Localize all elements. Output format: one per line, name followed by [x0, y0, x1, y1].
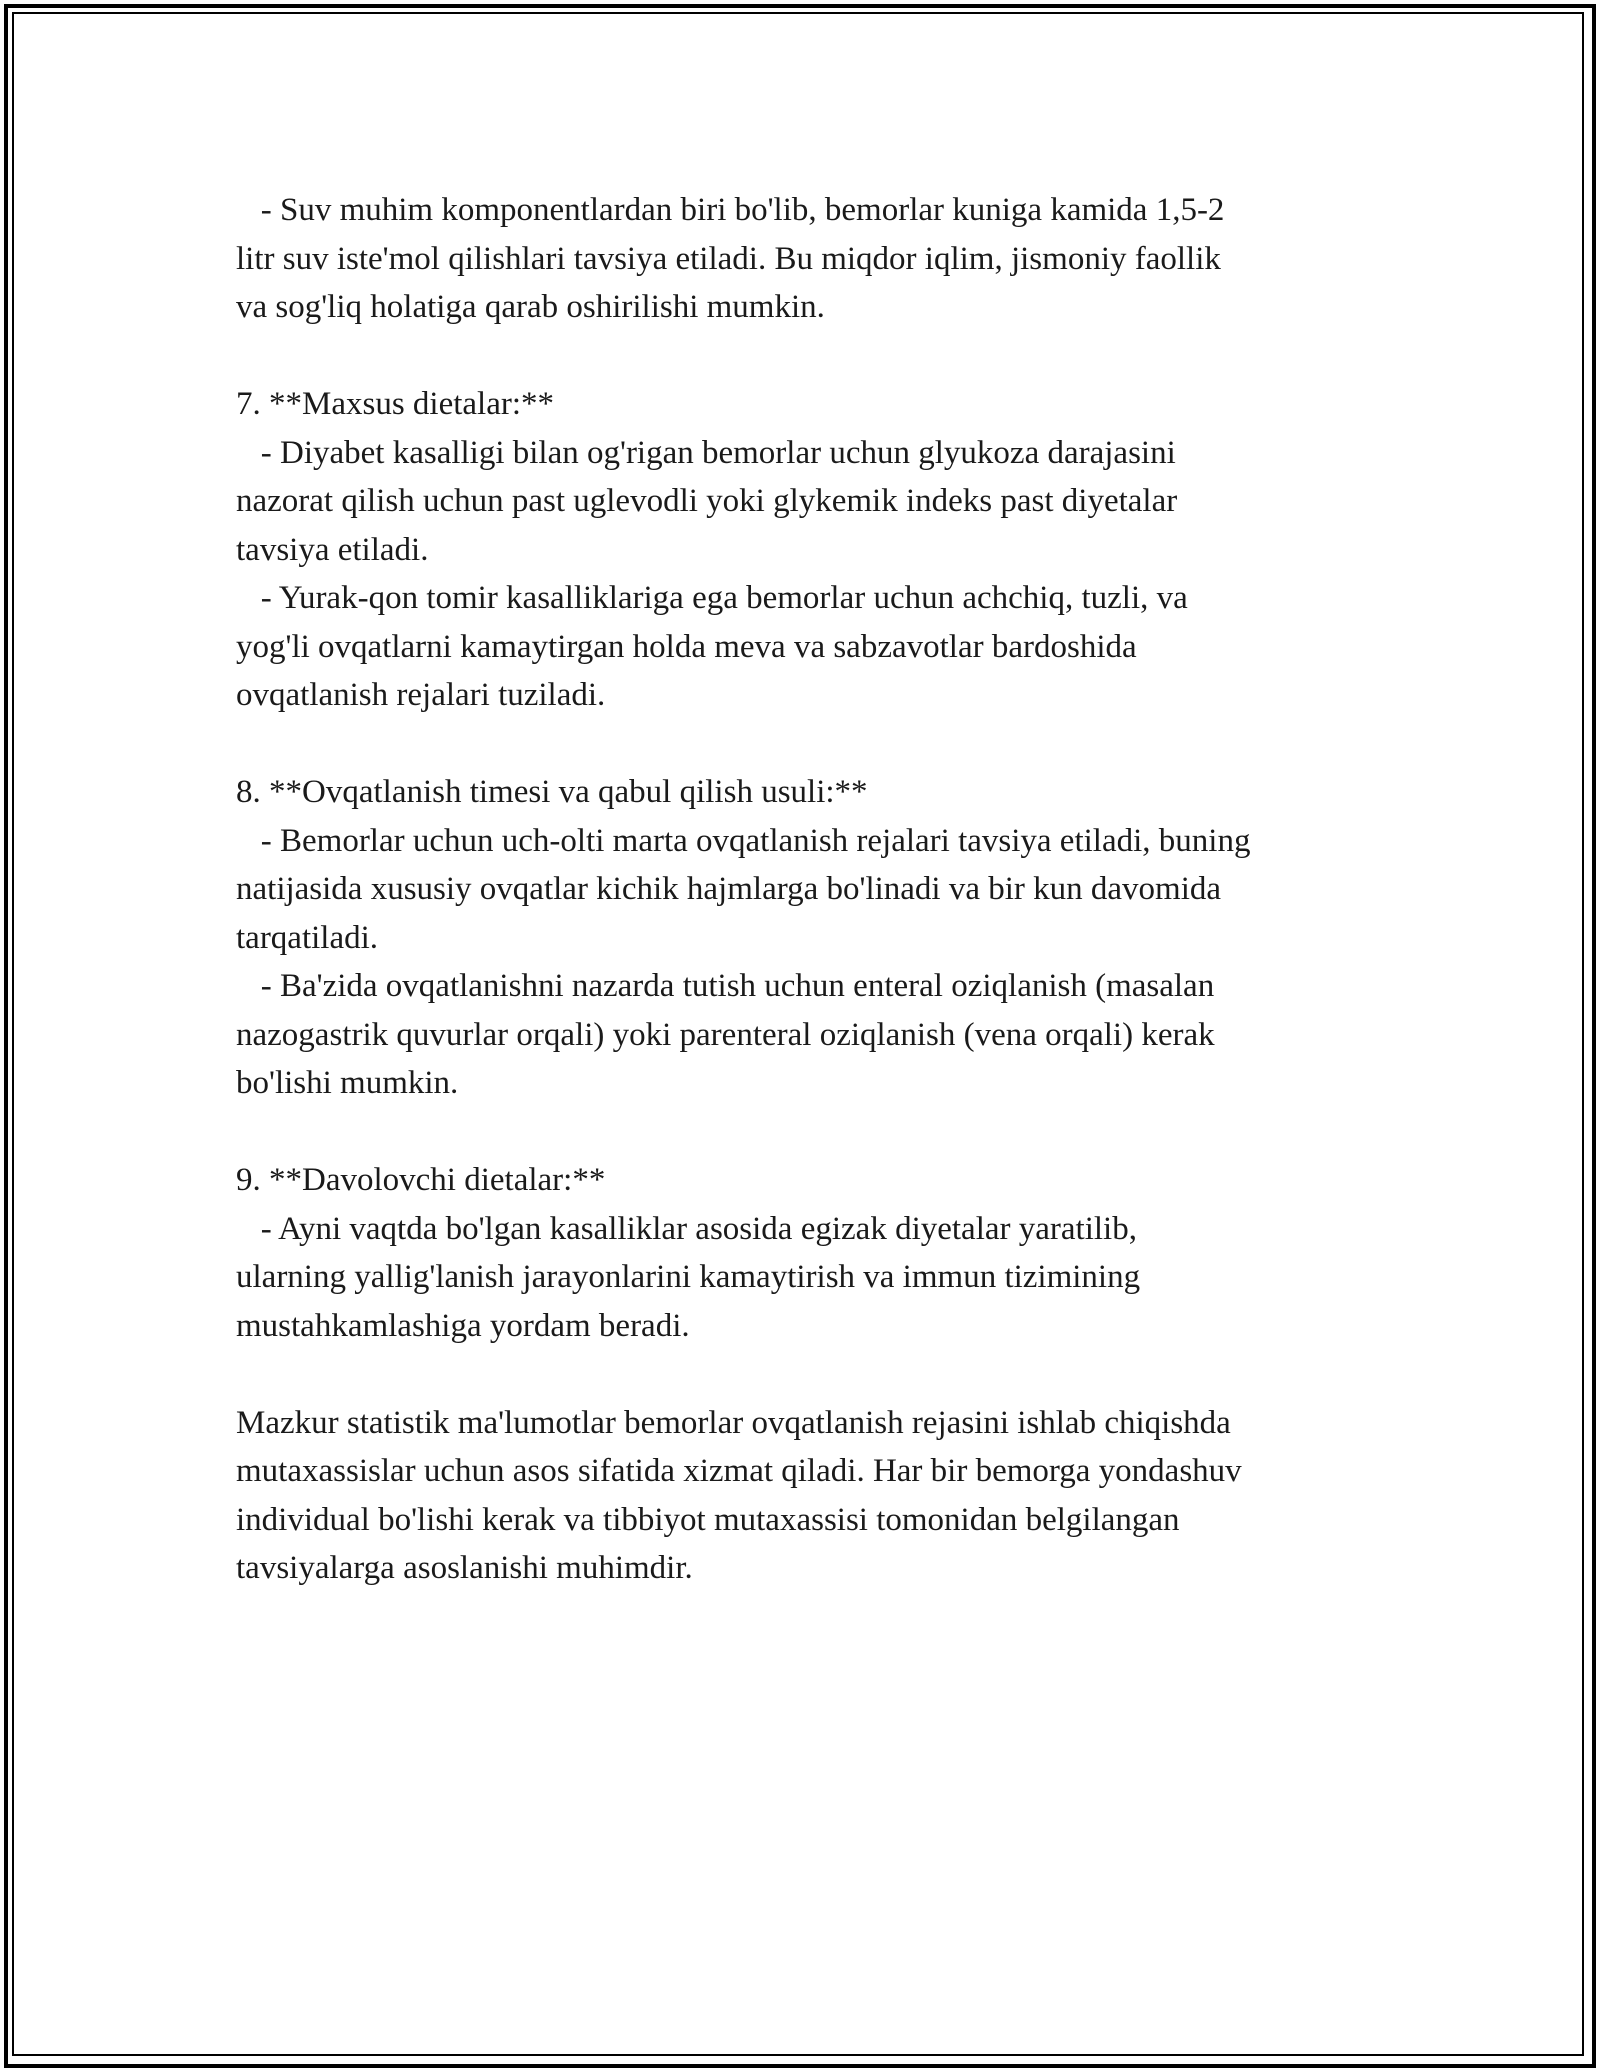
text-line: individual bo'lishi kerak va tibbiyot mutaxassisi tomonidan belgilangan: [236, 1501, 1180, 1538]
text-line: tarqatiladi.: [236, 919, 379, 956]
section-9-therapeutic-diets: [236, 1156, 1396, 1350]
text-line: va sog'liq holatiga qarab oshirilishi mumkin.: [236, 289, 825, 325]
paragraph-gap: [236, 332, 1396, 381]
text-line: ovqatlanish rejalari tuziladi.: [236, 677, 606, 713]
paragraph-water: [236, 186, 1396, 332]
paragraph-gap: [236, 1350, 1396, 1399]
text-line: tavsiya etiladi.: [236, 531, 429, 568]
section-8-meal-schedule: [236, 768, 1396, 1108]
text-line: - Diyabet kasalligi bilan og'rigan bemorlar uchun glyukoza darajasini: [236, 434, 1176, 471]
text-line: litr suv iste'mol qilishlari tavsiya etiladi. Bu miqdor iqlim, jismoniy faollik: [236, 240, 1221, 277]
text-line: mutaxassislar uchun asos sifatida xizmat qiladi. Har bir bemorga yondashuv: [236, 1453, 1242, 1489]
paragraph-gap: [236, 720, 1396, 769]
paragraph-gap: [236, 1108, 1396, 1157]
conclusion-paragraph: [236, 1399, 1396, 1593]
text-line: - Ayni vaqtda bo'lgan kasalliklar asosida egizak diyetalar yaratilib,: [236, 1210, 1137, 1247]
text-line: ularning yallig'lanish jarayonlarini kamaytirish va immun tizimining: [236, 1259, 1141, 1295]
section-7-special-diets: [236, 380, 1396, 720]
section-heading: 9. **Davolovchi dietalar:**: [236, 1162, 606, 1198]
text-line: Mazkur statistik ma'lumotlar bemorlar ovqatlanish rejasini ishlab chiqishda: [236, 1404, 1231, 1441]
text-line: - Bemorlar uchun uch-olti marta ovqatlanish rejalari tavsiya etiladi, buning: [236, 822, 1251, 859]
document-body: [236, 186, 1396, 1593]
section-heading: 7. **Maxsus dietalar:**: [236, 386, 555, 422]
text-line: - Ba'zida ovqatlanishni nazarda tutish uchun enteral oziqlanish (masalan: [236, 968, 1215, 1004]
text-line: yog'li ovqatlarni kamaytirgan holda meva va sabzavotlar bardoshida: [236, 628, 1137, 665]
text-line: - Suv muhim komponentlardan biri bo'lib, bemorlar kuniga kamida 1,5-2: [236, 192, 1225, 228]
text-line: - Yurak-qon tomir kasalliklariga ega bemorlar uchun achchiq, tuzli, va: [236, 580, 1188, 616]
text-line: mustahkamlashiga yordam beradi.: [236, 1307, 690, 1344]
text-line: bo'lishi mumkin.: [236, 1065, 459, 1101]
text-line: nazogastrik quvurlar orqali) yoki parenteral oziqlanish (vena orqali) kerak: [236, 1016, 1215, 1053]
text-line: nazorat qilish uchun past uglevodli yoki glykemik indeks past diyetalar: [236, 483, 1178, 519]
section-heading: 8. **Ovqatlanish timesi va qabul qilish usuli:**: [236, 774, 868, 810]
text-line: tavsiyalarga asoslanishi muhimdir.: [236, 1550, 693, 1586]
text-line: natijasida xususiy ovqatlar kichik hajmlarga bo'linadi va bir kun davomida: [236, 871, 1222, 907]
